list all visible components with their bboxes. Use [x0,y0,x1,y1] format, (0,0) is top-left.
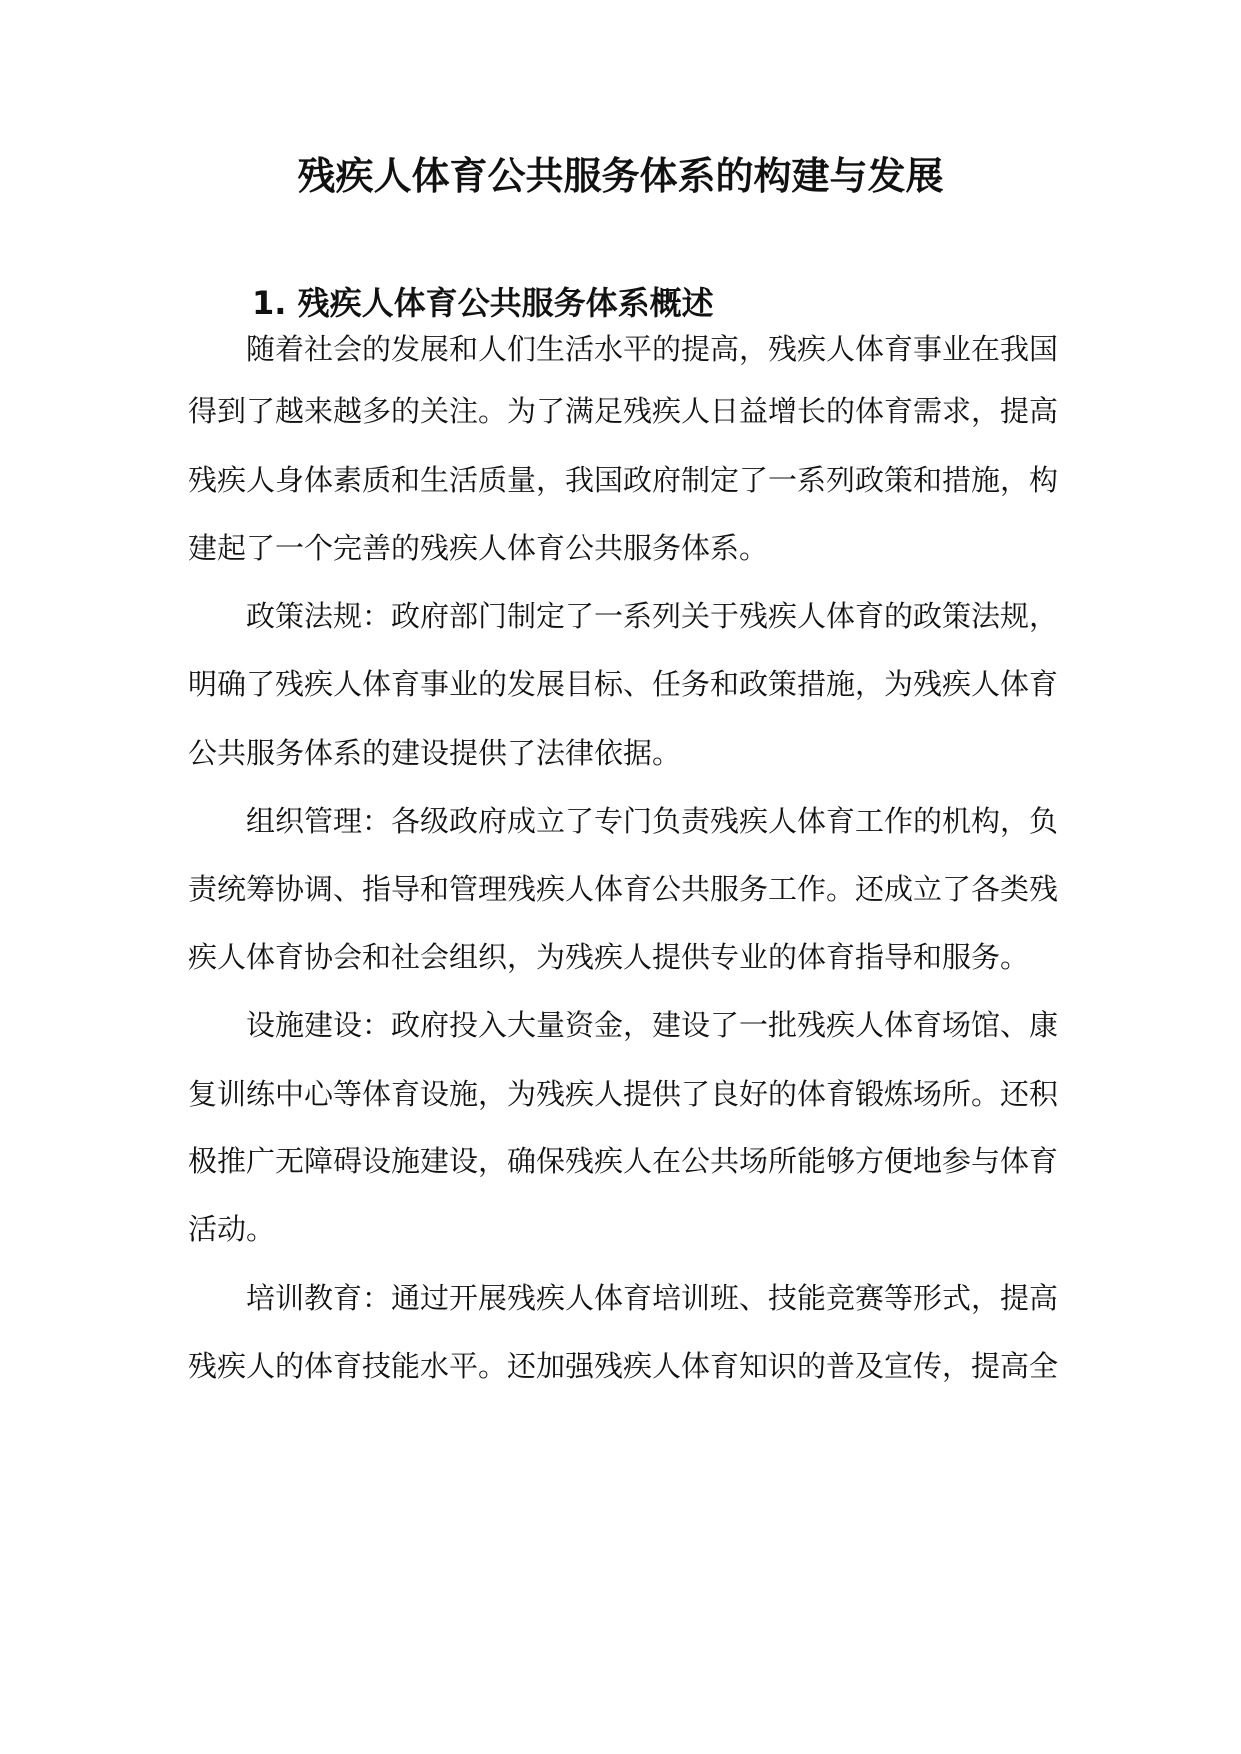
document-title: 残疾人体育公共服务体系的构建与发展 [297,154,944,198]
paragraph-line: 得到了越来越多的关注。为了满足残疾人日益增长的体育需求，提高 [188,394,1059,428]
paragraph-line: 明确了残疾人体育事业的发展目标、任务和政策措施，为残疾人体育 [188,667,1059,701]
paragraph-line: 疾人体育协会和社会组织，为残疾人提供专业的体育指导和服务。 [188,940,1030,974]
paragraph-line: 残疾人的体育技能水平。还加强残疾人体育知识的普及宣传，提高全 [188,1349,1059,1383]
paragraph-line: 公共服务体系的建设提供了法律依据。 [188,736,682,770]
paragraph-line: 残疾人身体素质和生活质量，我国政府制定了一系列政策和措施，构 [188,463,1059,497]
paragraph-line: 组织管理：各级政府成立了专门负责残疾人体育工作的机构，负 [246,804,1059,838]
paragraph-line: 活动。 [188,1212,276,1246]
paragraph-line: 设施建设：政府投入大量资金，建设了一批残疾人体育场馆、康 [246,1008,1059,1042]
paragraph-line: 培训教育：通过开展残疾人体育培训班、技能竞赛等形式，提高 [246,1281,1059,1315]
paragraph-line: 责统筹协调、指导和管理残疾人体育公共服务工作。还成立了各类残 [188,872,1059,906]
paragraph-line: 随着社会的发展和人们生活水平的提高，残疾人体育事业在我国 [246,332,1059,366]
paragraph-line: 建起了一个完善的残疾人体育公共服务体系。 [188,531,769,565]
section-heading: 1. 残疾人体育公共服务体系概述 [252,284,714,322]
paragraph-line: 复训练中心等体育设施，为残疾人提供了良好的体育锻炼场所。还积 [188,1077,1059,1111]
paragraph-line: 极推广无障碍设施建设，确保残疾人在公共场所能够方便地参与体育 [188,1144,1059,1178]
paragraph-line: 政策法规：政府部门制定了一系列关于残疾人体育的政策法规， [246,599,1059,633]
